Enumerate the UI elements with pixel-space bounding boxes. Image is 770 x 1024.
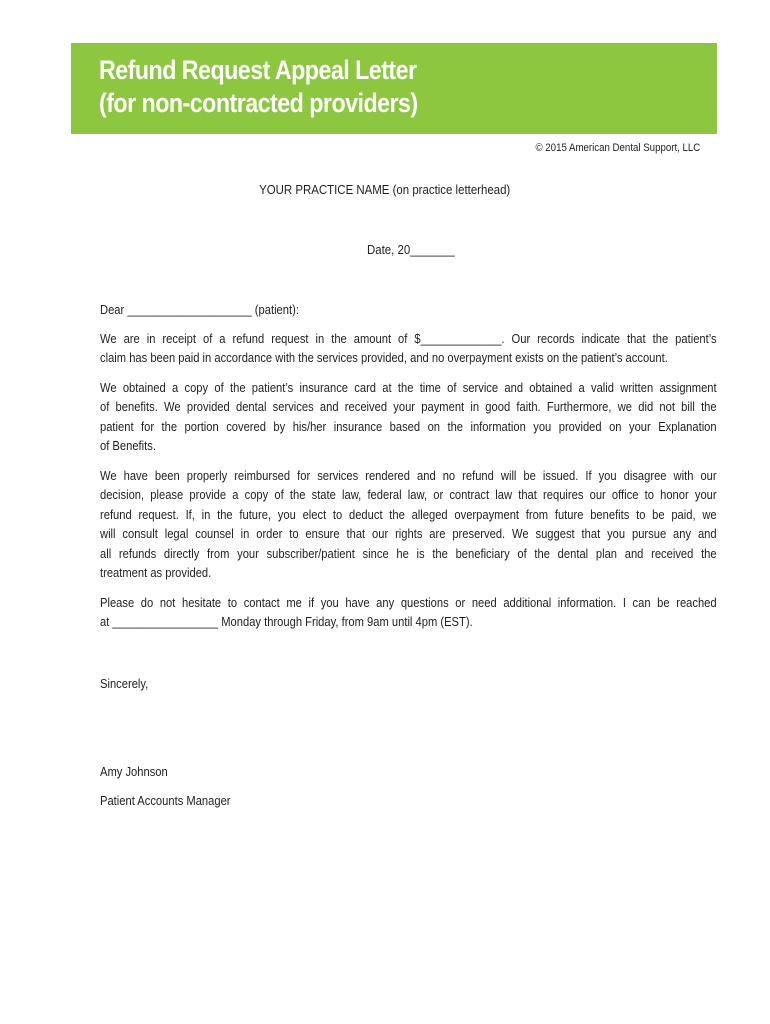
copyright: © 2015 American Dental Support, LLC (535, 142, 700, 154)
paragraph-line: all refunds directly from your subscriber/patient since he is the beneficiary of the dental plan and received the (100, 545, 717, 561)
date-line: Date, 20_______ (367, 242, 455, 257)
paragraph-line: We have been properly reimbursed for services rendered and no refund will be issued. If you disagree with our (100, 467, 717, 483)
paragraph-line: patient for the portion covered by his/her insurance based on the information you provided on your Explanation (100, 418, 717, 434)
title-banner (71, 43, 717, 134)
closing: Sincerely, (100, 676, 149, 691)
salutation: Dear ____________________ (patient): (100, 302, 299, 317)
paragraph (100, 593, 717, 632)
paragraph-line: of benefits. We provided dental services and received your payment in good faith. Furthermore, we did not bill the (100, 399, 717, 414)
paragraph-line: decision, please provide a copy of the state law, federal law, or contract law that requires our office to honor your (100, 487, 717, 502)
paragraph (100, 466, 717, 583)
practice-name: YOUR PRACTICE NAME (on practice letterhead) (259, 182, 511, 197)
signer-title: Patient Accounts Manager (100, 793, 231, 808)
letter-body (100, 300, 717, 632)
paragraph-line: at _________________ Monday through Friday, from 9am until 4pm (EST). (100, 614, 473, 629)
paragraph-line: Please do not hesitate to contact me if you have any questions or need additional information. I can be reached (100, 594, 717, 610)
paragraph-line: We obtained a copy of the patient’s insurance card at the time of service and obtained a valid written assignment (100, 379, 717, 395)
paragraph (100, 329, 717, 368)
paragraph-line: refund request. If, in the future, you elect to deduct the alleged overpayment from future benefits to be paid, we (100, 506, 717, 522)
paragraph-line: We are in receipt of a refund request in the amount of $_____________. Our records indicate that the patient’s (100, 330, 717, 346)
paragraph-line: will consult legal counsel in order to ensure that our rights are preserved. We suggest that you pursue any and (100, 526, 717, 541)
paragraph-line: of Benefits. (100, 438, 156, 453)
paragraph-line: claim has been paid in accordance with the services provided, and no overpayment exists on the patient’s account. (100, 350, 668, 365)
signer-name: Amy Johnson (100, 764, 168, 779)
paragraph (100, 378, 717, 456)
title-line-2: (for non-contracted providers) (99, 88, 418, 118)
title-line-1: Refund Request Appeal Letter (99, 55, 417, 85)
paragraph-line: treatment as provided. (100, 565, 212, 580)
